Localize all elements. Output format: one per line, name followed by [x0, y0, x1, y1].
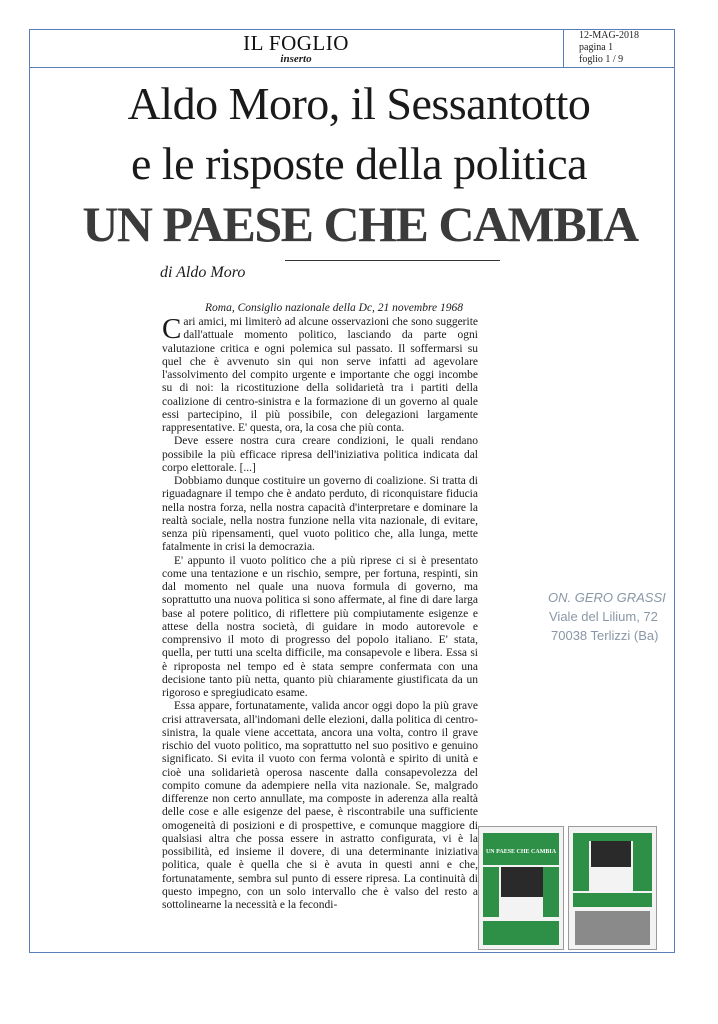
- cover-title: UN PAESE CHE CAMBIA: [485, 849, 557, 855]
- stamp-city: 70038 Terlizzi (Ba): [551, 628, 659, 643]
- kicker-line-2: e le risposte della politica: [130, 138, 588, 189]
- thumb-photo: [591, 841, 631, 867]
- thumb-green-band: [573, 893, 652, 907]
- drop-cap: C: [162, 313, 182, 345]
- cover-green-bottom: [483, 921, 559, 945]
- book-cover-thumbnail: [478, 826, 564, 950]
- header-divider: [563, 29, 564, 67]
- paragraph-1: [162, 313, 478, 435]
- paragraph-5: Essa appare, fortunatamente, valida ancor oggi dopo la più grave crisi attraversata, all'indomani delle elezioni, dalla politica di centro-sinistra, la quale viene accettata, ancora una volta, contro il grave rischio del vuoto politico, ma soprattutto nel suo positivo e genuino significato. Si evita il vuoto con ferma volontà e spirito di unità e cioè una solidarietà operosa nascente dalla consapevolezza del compito comune da adempiere nella vita nazionale. Se, malgrado differenze non certo annullate, ma composte in aderenza alla realtà delle cose e alle esigenze del paese, è riscontrabile una sufficiente omogeneità di posizioni e di prospettive, e comunque maggiore di qualsiasi altra che possa essere in astratto configurata, vi è la possibilità, ed insieme il dovere, di una determinante iniziativa politica, quale è quella che si è avuta in questi anni e che, fortunatamente, sembra sul punto di essere ripresa. La continuità di questo impegno, con un solo intervallo che è valso del resto a sottolinearne la necessità e la fecondi-: [162, 700, 478, 911]
- page-thumbnail: [568, 826, 657, 950]
- cover-green-left: [483, 867, 499, 917]
- publication-date: 12-MAG-2018: [579, 30, 639, 41]
- article-body: [162, 313, 478, 912]
- byline: di Aldo Moro: [160, 264, 246, 281]
- cover-photo: [501, 867, 543, 897]
- paragraph-3: Dobbiamo dunque costituire un governo di coalizione. Si tratta di riguadagnare il tempo che è andato perduto, di riconquistare fiducia nella nostra forza, nella nostra capacità d'interpretare e dominare la realtà sociale, nella nostra funzione nella vita nazionale, di evitare, senza più ripensamenti, quel vuoto politico che, alla lunga, mette fatalmente in crisi la democrazia.: [162, 475, 478, 554]
- masthead: [29, 32, 563, 64]
- sheet-number: foglio 1 / 9: [579, 54, 624, 65]
- address-stamp: [540, 588, 666, 645]
- thumb-green-left: [573, 841, 589, 891]
- clipping-meta: [579, 30, 639, 66]
- cover-green-right: [543, 867, 559, 917]
- thumb-green-top: [573, 833, 652, 841]
- thumb-green-right: [633, 841, 652, 891]
- title-underline: [285, 260, 500, 261]
- paragraph-4: E' appunto il vuoto politico che a più riprese ci si è presentato come una tentazione e un rischio, sempre, per fortuna, respinti, sin dal momento nel quale una nuova formula di governo, ma soprattutto una nuova politica si sono affermate, al fine di dare larga base al potere politico, di riflettere più compiutamente esigenze e attese della nostra società, di guidare in modo autorevole e comprensivo il moto di progresso del popolo italiano. E' stata, quella, per tutti una scelta difficile, ma consapevole e libera. Essa si è riproposta nel tempo ed è stata sempre confermata con una decisione tanto più netta, quanto più chiaramente giustificata da un rigoroso e spregiudicato esame.: [162, 554, 478, 699]
- stamp-street: Viale del Lilium, 72: [549, 609, 658, 624]
- kicker-line-1: Aldo Moro, il Sessantotto: [127, 78, 591, 129]
- thumb-image: [575, 911, 650, 945]
- paragraph-text: ari amici, mi limiterò ad alcune osservazioni che sono suggerite dall'attuale momento politico, lasciando da parte ogni valutazione critica e ogni polemica sul passato. Il soffermarsi su quel che è avvenuto sin qui non serve infatti ad agevolare l'assolvimento del compito urgente e importante che oggi incombe su di noi: la ricostituzione della solidarietà tra i partiti della coalizione di centro-sinistra e la formazione di un governo al quale essi partecipino, il più possibile, con delegazioni largamente rappresentative. E' questa, ora, la cosa che più conta.: [162, 316, 478, 434]
- page-number: pagina 1: [579, 42, 614, 53]
- paragraph-2: Deve essere nostra cura creare condizioni, le quali rendano possibile la più efficace ripresa dell'iniziativa politica indicata dal corpo elettorale. [...]: [162, 435, 478, 474]
- supplement-label: inserto: [280, 53, 312, 65]
- article-title: UN PAESE CHE CAMBIA: [82, 196, 638, 252]
- dateline: Roma, Consiglio nazionale della Dc, 21 novembre 1968: [205, 302, 463, 314]
- newspaper-name: IL FOGLIO: [243, 31, 349, 55]
- clipping-header: [29, 29, 675, 68]
- stamp-name: ON. GERO GRASSI: [548, 590, 666, 605]
